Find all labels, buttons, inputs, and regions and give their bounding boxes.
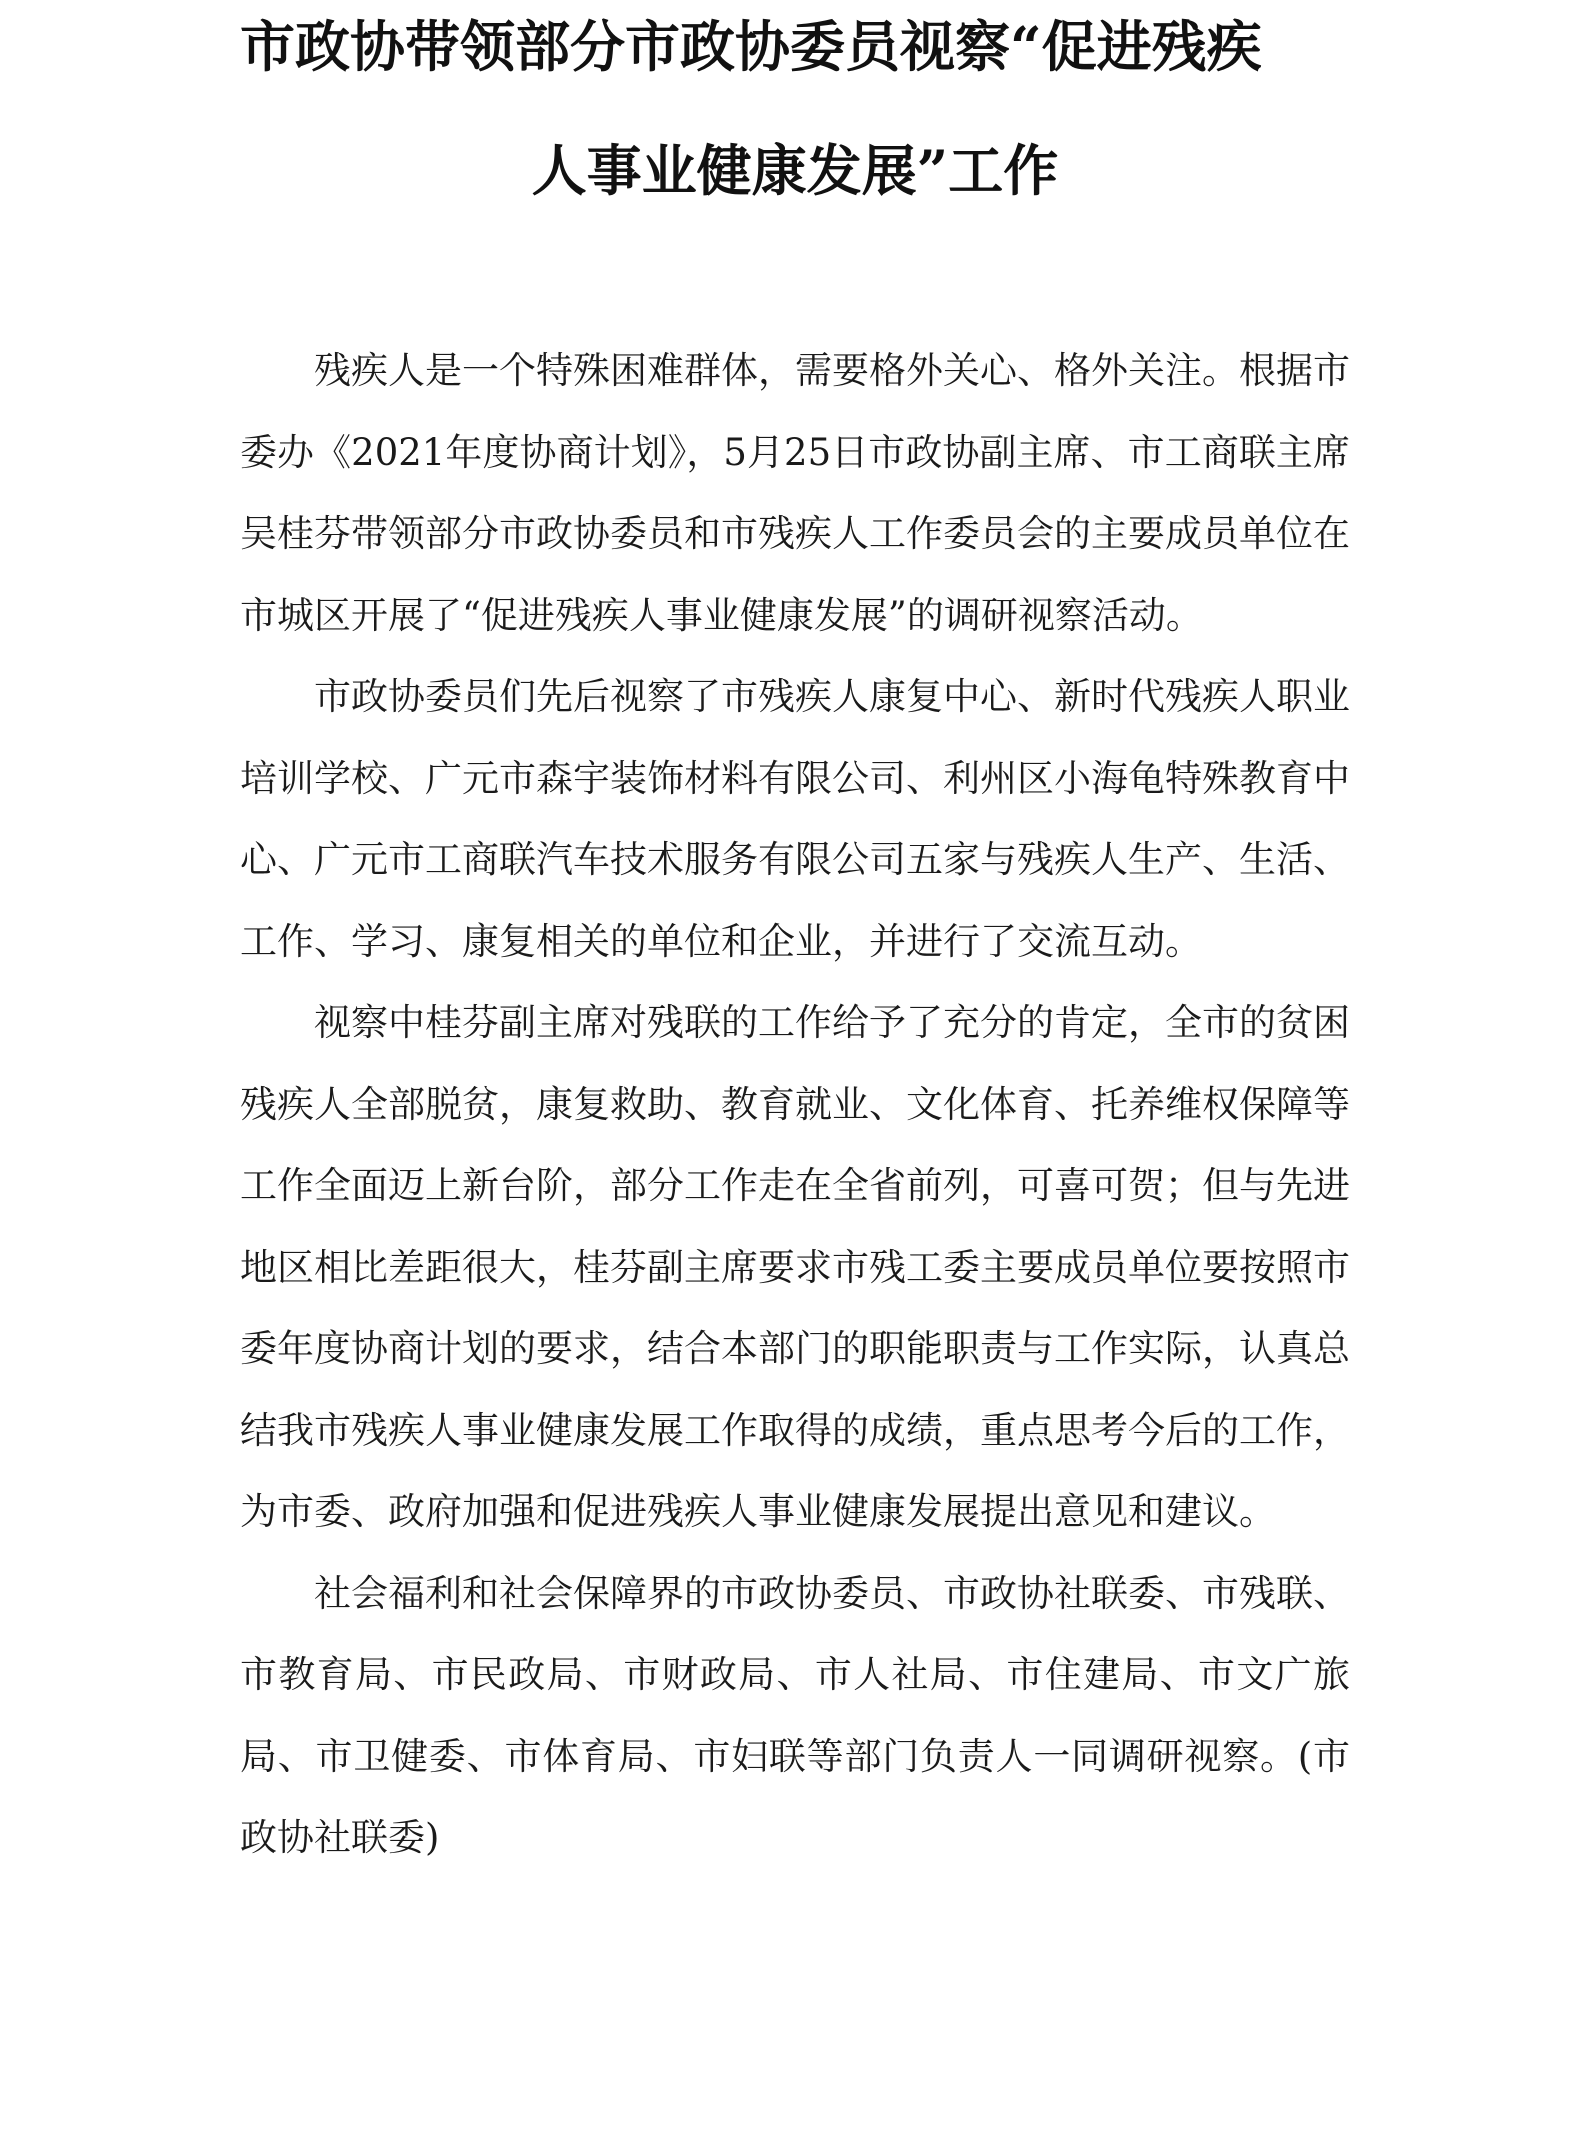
paragraph: 社会福利和社会保障界的市政协委员、市政协社联委、市残联、市教育局、市民政局、市财政局、市人社局、市住建局、市文广旅局、市卫健委、市体育局、市妇联等部门负责人一同调研视察。(市政协社联委) xyxy=(240,1571,1350,1859)
paragraph: 残疾人是一个特殊困难群体，需要格外关心、格外关注。根据市委办《2021年度协商计划》，5月25日市政协副主席、市工商联主席吴桂芬带领部分市政协委员和市残疾人工作委员会的主要成员单位在市城区开展了“促进残疾人事业健康发展”的调研视察活动。 xyxy=(240,349,1350,637)
title-line-1: 市政协带领部分市政协委员视察“促进残疾 xyxy=(240,14,1262,79)
title-line-2: 人事业健康发展”工作 xyxy=(531,138,1059,203)
paragraph: 市政协委员们先后视察了市残疾人康复中心、新时代残疾人职业培训学校、广元市森宇装饰材料有限公司、利州区小海龟特殊教育中心、广元市工商联汽车技术服务有限公司五家与残疾人生产、生活、工作、学习、康复相关的单位和企业，并进行了交流互动。 xyxy=(240,675,1350,963)
paragraph: 视察中桂芬副主席对残联的工作给予了充分的肯定，全市的贫困残疾人全部脱贫，康复救助、教育就业、文化体育、托养维权保障等工作全面迈上新台阶，部分工作走在全省前列，可喜可贺；但与先进地区相比差距很大，桂芬副主席要求市残工委主要成员单位要按照市委年度协商计划的要求，结合本部门的职能职责与工作实际，认真总结我市残疾人事业健康发展工作取得的成绩，重点思考今后的工作，为市委、政府加强和促进残疾人事业健康发展提出意见和建议。 xyxy=(240,1001,1350,1533)
article-body xyxy=(240,330,1350,1879)
